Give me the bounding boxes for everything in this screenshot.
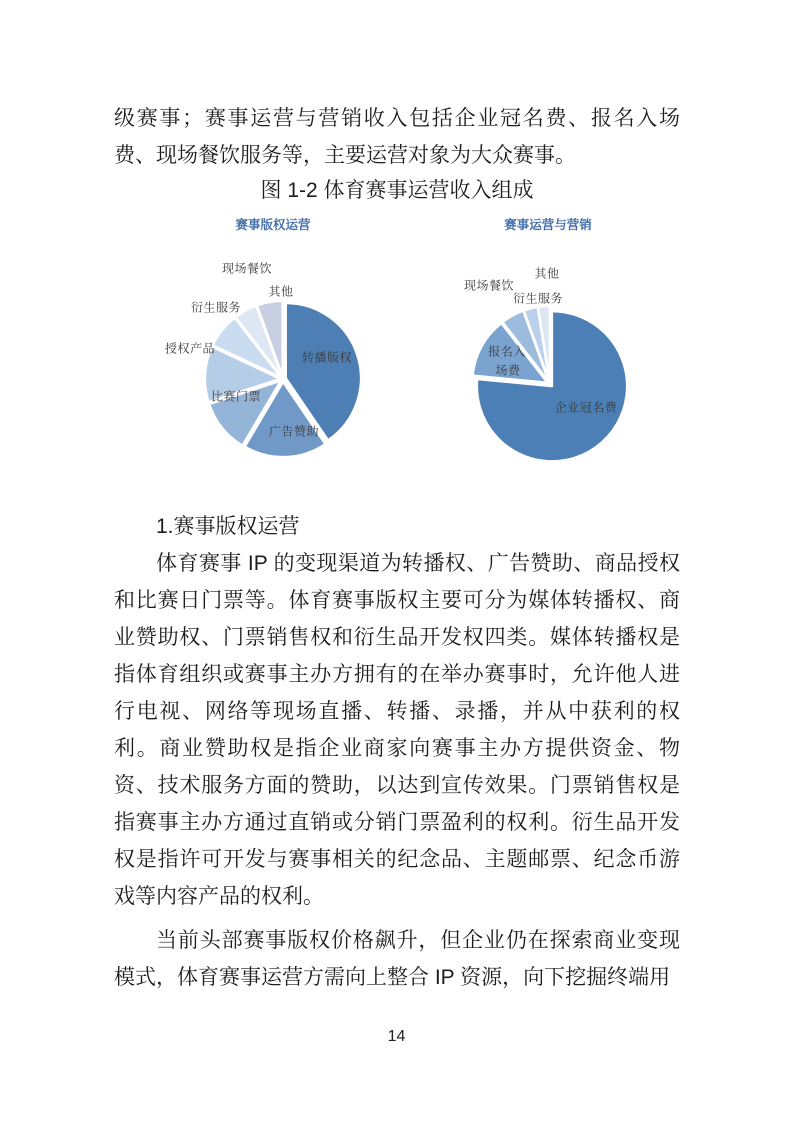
pie-chart-1 xyxy=(465,299,635,469)
section-paragraph: 体育赛事 IP 的变现渠道为转播权、广告赞助、商品授权和比赛日门票等。体育赛事版权主要可分为媒体转播权、商业赞助权、门票销售权和衍生品开发权四类。媒体转播权是指体育组织或赛事主办方拥有的在举办赛事时，允许他人进行电视、网络等现场直播、转播、录播，并从中获利的权利。商业赞助权是指企业商家向赛事主办方提供资金、物资、技术服务方面的赞助，以达到宣传效果。门票销售权是指赛事主办方通过直销或分销门票盈利的权利。衍生品开发权是指许可开发与赛事相关的纪念品、主题邮票、纪念币游戏等内容产品的权利。 xyxy=(114,552,680,908)
pie-label-其他: 其他 xyxy=(534,266,560,281)
pie-label-衍生服务: 衍生服务 xyxy=(190,300,242,315)
figure-pie-charts xyxy=(0,205,793,495)
page-number: 14 xyxy=(387,1028,406,1045)
pie-label-其他: 其他 xyxy=(268,284,294,299)
pie-label-企业冠名费: 企业冠名费 xyxy=(554,400,618,415)
pie-label-现场餐饮: 现场餐饮 xyxy=(463,278,515,293)
pie-label-广告赞助: 广告赞助 xyxy=(268,424,320,439)
pie-title-1: 赛事运营与营销 xyxy=(504,218,592,232)
pie-label-授权产品: 授权产品 xyxy=(164,341,216,356)
pie-label-场费: 场费 xyxy=(495,363,521,378)
paragraph-continuation: 级赛事；赛事运营与营销收入包括企业冠名费、报名入场费、现场餐饮服务等，主要运营对象为大众赛事。 xyxy=(114,107,680,167)
closing-paragraph: 当前头部赛事版权价格飙升，但企业仍在探索商业变现模式，体育赛事运营方需向上整合 IP 资源，向下挖掘终端用 xyxy=(114,929,680,989)
pie-title-0: 赛事版权运营 xyxy=(235,218,311,232)
pie-label-转播版权: 转播版权 xyxy=(301,350,353,365)
pie-label-报名入: 报名入 xyxy=(488,344,526,359)
pie-label-比赛门票: 比赛门票 xyxy=(210,389,262,404)
pie-label-衍生服务: 衍生服务 xyxy=(512,291,564,306)
figure-caption: 图 1-2 体育赛事运营收入组成 xyxy=(260,179,534,202)
pie-label-现场餐饮: 现场餐饮 xyxy=(221,261,273,276)
section-heading: 1.赛事版权运营 xyxy=(156,515,300,538)
